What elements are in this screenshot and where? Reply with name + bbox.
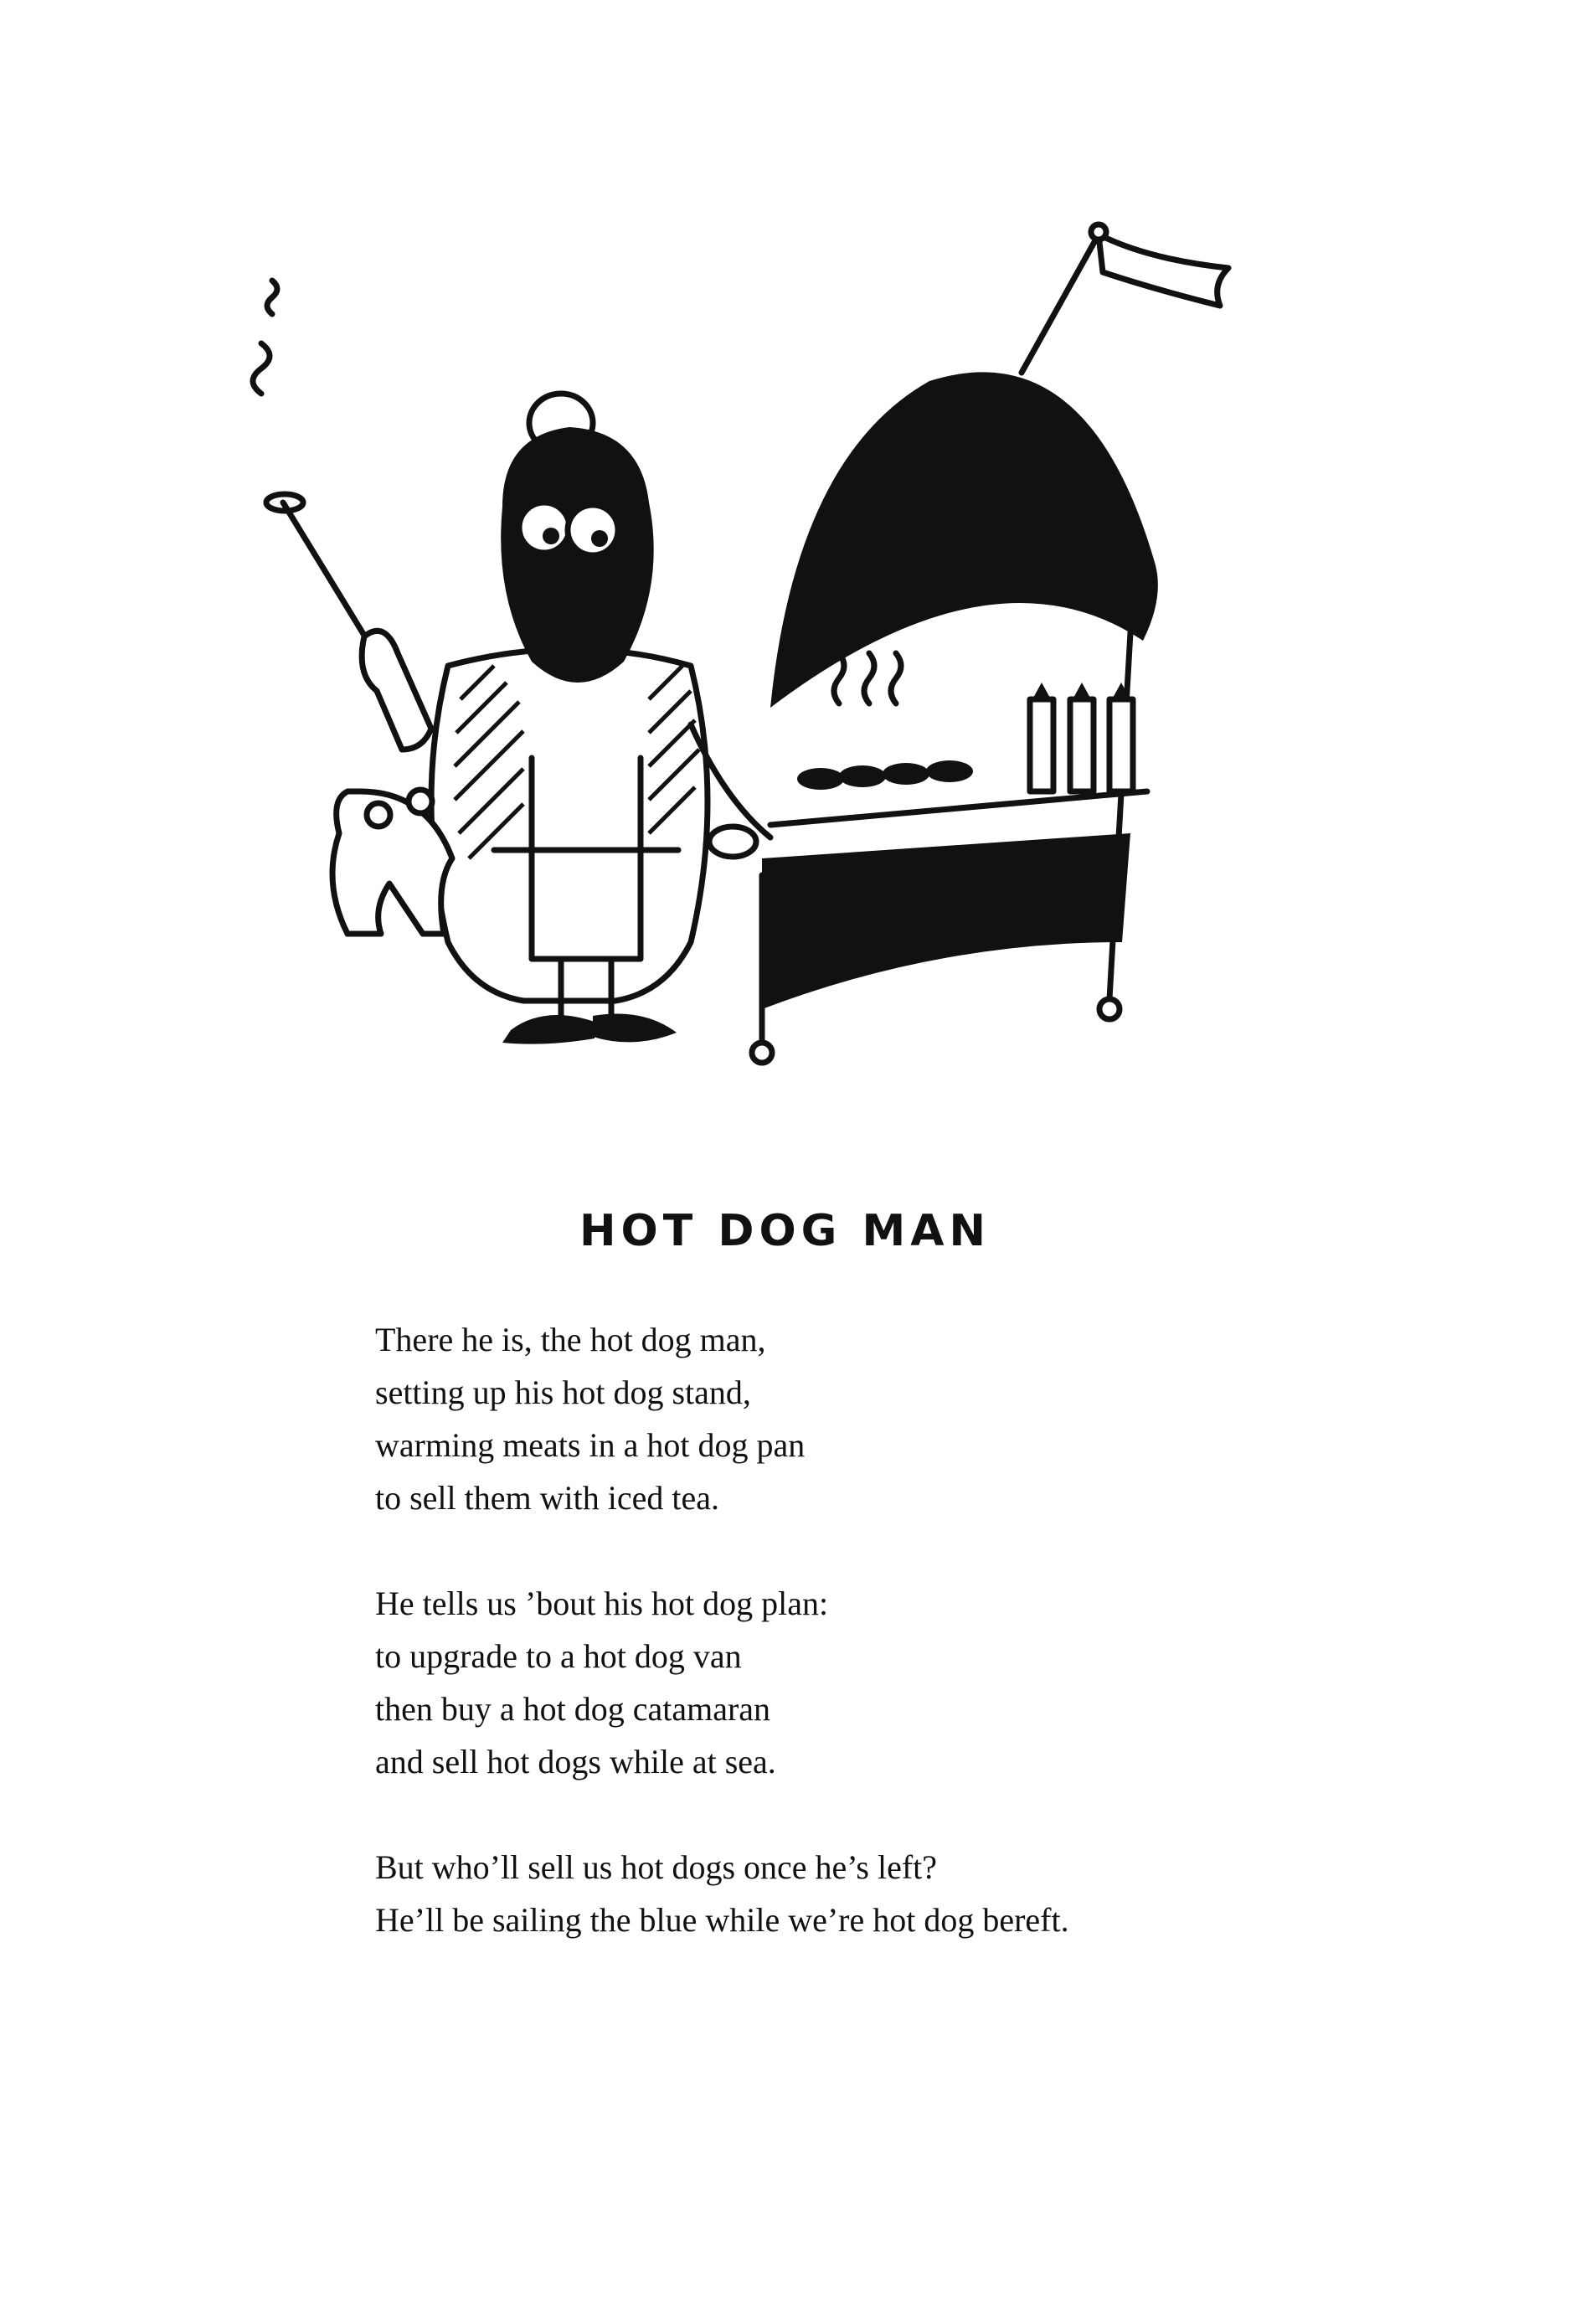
flag-icon xyxy=(1099,234,1228,306)
stanza-1 xyxy=(375,1313,1296,1524)
smoke-icon xyxy=(267,281,277,314)
cart-base xyxy=(762,833,1130,1009)
roasting-fork-icon xyxy=(283,502,373,649)
poem-line: setting up his hot dog stand, xyxy=(375,1373,751,1411)
poem-line: There he is, the hot dog man, xyxy=(375,1321,766,1358)
hot-dog-man-illustration xyxy=(193,214,1298,1085)
smoke-icon xyxy=(253,343,270,394)
poem-line: and sell hot dogs while at sea. xyxy=(375,1743,776,1780)
poem-line: But who’ll sell us hot dogs once he’s left? xyxy=(375,1848,938,1886)
cart-hood xyxy=(770,372,1158,708)
poem-line: He tells us ’bout his hot dog plan: xyxy=(375,1585,829,1622)
poem-line: to sell them with iced tea. xyxy=(375,1479,719,1517)
poem-line: warming meats in a hot dog pan xyxy=(375,1426,806,1464)
poem-body xyxy=(375,1313,1296,1999)
poem-line: to upgrade to a hot dog van xyxy=(375,1637,742,1675)
poem-line: then buy a hot dog catamaran xyxy=(375,1690,771,1728)
stanza-2 xyxy=(375,1577,1296,1788)
poem-line: He’ll be sailing the blue while we’re hot dog bereft. xyxy=(375,1901,1069,1939)
flag-pole-icon xyxy=(1022,234,1099,373)
poem-title: HOT DOG MAN xyxy=(579,1206,991,1256)
stanza-3 xyxy=(375,1841,1296,1946)
